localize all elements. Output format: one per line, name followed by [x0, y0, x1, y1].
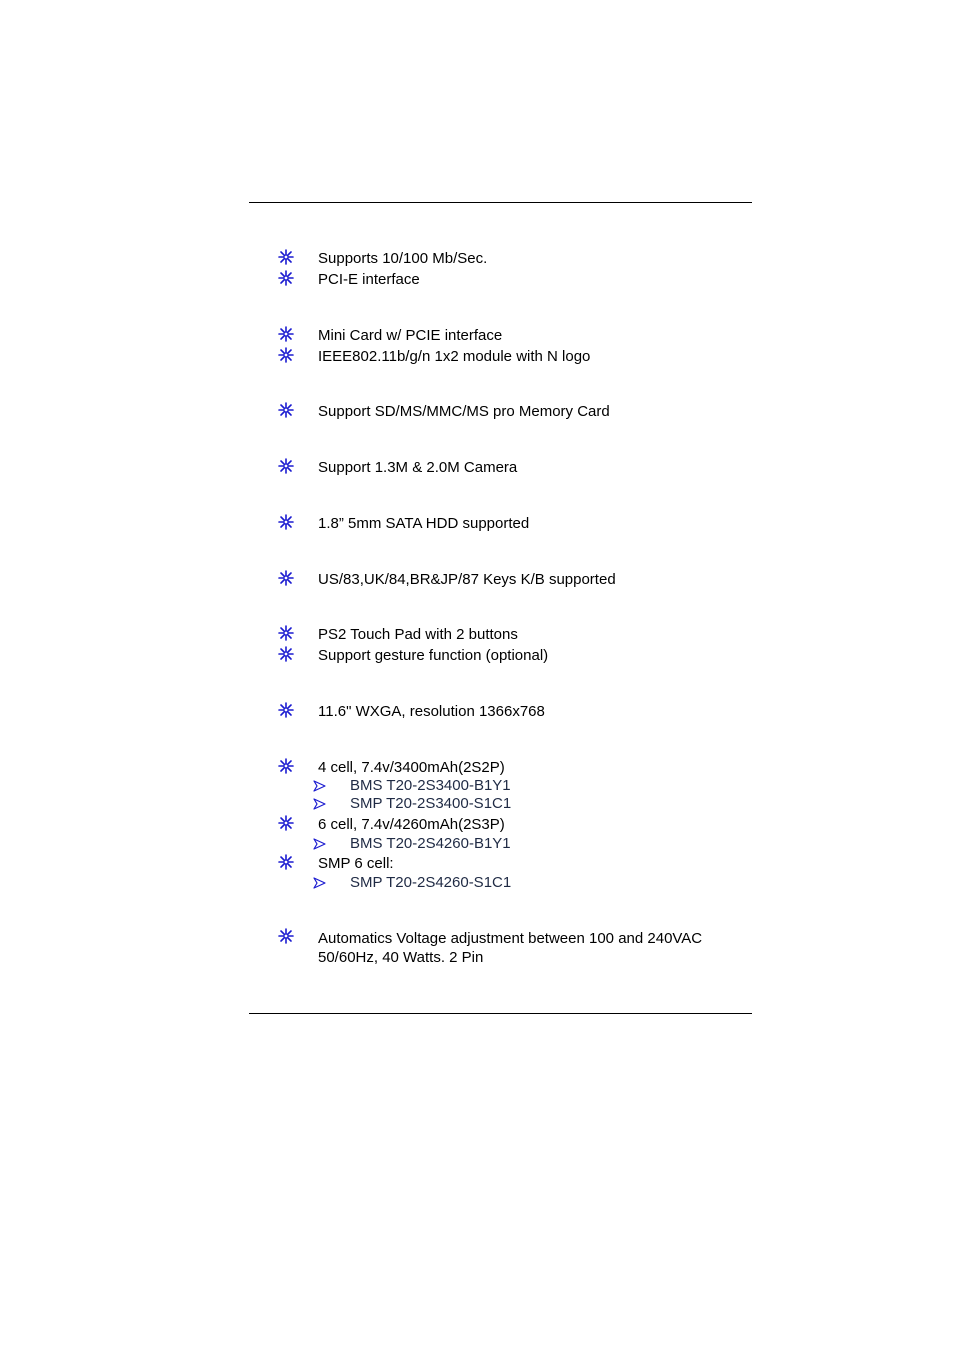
item-text: PS2 Touch Pad with 2 buttons: [318, 626, 518, 643]
item-text: PCI-E interface: [318, 271, 420, 288]
bottom-divider: [249, 1013, 752, 1014]
snowflake-bullet-icon: [278, 326, 294, 342]
item-text: Automatics Voltage adjustment between 100 and 240VAC 50/60Hz, 40 Watts. 2 Pin: [318, 930, 703, 966]
snowflake-bullet-icon: [278, 646, 294, 662]
snowflake-bullet-icon: [278, 758, 294, 774]
item-text: Supports 10/100 Mb/Sec.: [318, 250, 488, 267]
sub-item-text: SMP T20-2S3400-S1C1: [350, 795, 512, 812]
item-text: 11.6" WXGA, resolution 1366x768: [318, 703, 545, 720]
snowflake-bullet-icon: [278, 270, 294, 286]
item-text: Support 1.3M & 2.0M Camera: [318, 459, 518, 476]
item-text: IEEE802.11b/g/n 1x2 module with N logo: [318, 348, 591, 365]
arrow-bullet-icon: [313, 798, 326, 810]
snowflake-bullet-icon: [278, 514, 294, 530]
item-text: 1.8” 5mm SATA HDD supported: [318, 515, 530, 532]
arrow-bullet-icon: [313, 877, 326, 889]
snowflake-bullet-icon: [278, 854, 294, 870]
top-divider: [249, 202, 752, 203]
item-text: Support gesture function (optional): [318, 647, 549, 664]
item-text: 4 cell, 7.4v/3400mAh(2S2P): [318, 759, 505, 776]
item-text: Mini Card w/ PCIE interface: [318, 327, 503, 344]
snowflake-bullet-icon: [278, 402, 294, 418]
snowflake-bullet-icon: [278, 570, 294, 586]
snowflake-bullet-icon: [278, 625, 294, 641]
snowflake-bullet-icon: [278, 702, 294, 718]
snowflake-bullet-icon: [278, 928, 294, 944]
arrow-bullet-icon: [313, 838, 326, 850]
item-text: 6 cell, 7.4v/4260mAh(2S3P): [318, 816, 505, 833]
sub-item-text: SMP T20-2S4260-S1C1: [350, 874, 512, 891]
item-text: Support SD/MS/MMC/MS pro Memory Card: [318, 403, 610, 420]
sub-item-text: BMS T20-2S4260-B1Y1: [350, 835, 511, 852]
snowflake-bullet-icon: [278, 458, 294, 474]
snowflake-bullet-icon: [278, 249, 294, 265]
item-text: SMP 6 cell:: [318, 855, 394, 872]
sub-item-text: BMS T20-2S3400-B1Y1: [350, 777, 511, 794]
arrow-bullet-icon: [313, 780, 326, 792]
item-text: US/83,UK/84,BR&JP/87 Keys K/B supported: [318, 571, 616, 588]
snowflake-bullet-icon: [278, 347, 294, 363]
snowflake-bullet-icon: [278, 815, 294, 831]
